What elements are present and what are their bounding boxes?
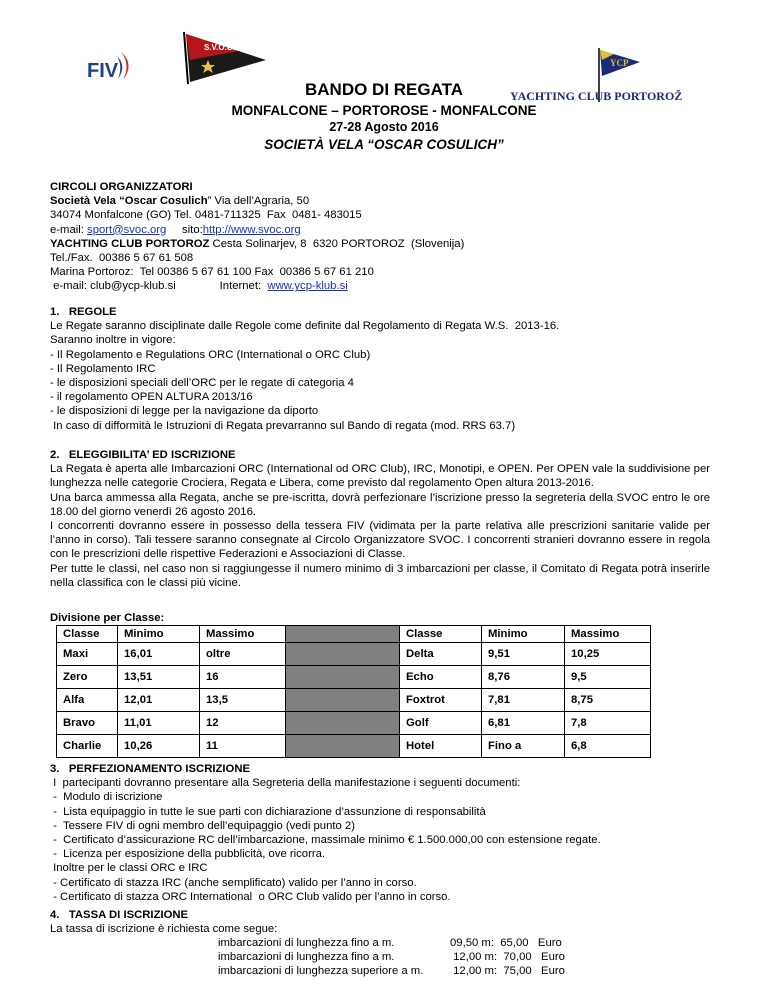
table-cell: 11 <box>200 735 286 758</box>
header-cell: Minimo <box>118 626 200 643</box>
table-cell: Fino a <box>482 735 565 758</box>
table-cell: 6,81 <box>482 712 565 735</box>
table-cell: 10,26 <box>118 735 200 758</box>
table-cell: 8,75 <box>565 689 651 712</box>
ycp-line <box>50 237 710 251</box>
table-cell: Delta <box>400 643 482 666</box>
svoc-email-link[interactable]: sport@svoc.org <box>87 223 167 236</box>
table-separator <box>286 689 400 712</box>
header-cell: Classe <box>57 626 118 643</box>
ycp-site-link[interactable]: www.ycp-klub.si <box>267 280 348 293</box>
table-cell: 16 <box>200 666 286 689</box>
section-2-heading: 2. ELEGGIBILITA’ ED ISCRIZIONE <box>50 449 236 461</box>
svoc-contacts <box>50 223 710 237</box>
table-separator <box>286 666 400 689</box>
section-4-heading: 4. TASSA DI ISCRIZIONE <box>50 909 189 921</box>
table-cell: 9,5 <box>565 666 651 689</box>
eligibility-para-4: Per tutte le classi, nel caso non si raggiungesse il numero minimo di 3 imbarcazioni per classe, il Comitato di Regata potrà inserirle nella classifica con le classi più vicine. <box>50 562 710 589</box>
table-cell: Golf <box>400 712 482 735</box>
ycp-name: YACHTING CLUB PORTOROZ <box>50 237 210 250</box>
eligibility-para-1: La Regata è aperta alle Imbarcazioni ORC (International od ORC Club), IRC, Monotipi, e OPEN. Per OPEN vale la suddivisione per lunghezza nelle categorie Crociera, Regata e Libera, come previsto dal regolamento Open altura 2013-2016. <box>50 463 710 490</box>
table-separator <box>286 712 400 735</box>
organizers-block <box>50 180 710 294</box>
table-separator <box>286 643 400 666</box>
registration-line: - Modulo di iscrizione <box>50 791 163 804</box>
fee-value: 12,00 m: 75,00 Euro <box>450 965 565 977</box>
section-3-heading: 3. PERFEZIONAMENTO ISCRIZIONE <box>50 763 251 775</box>
rules-line: Le Regate saranno disciplinate dalle Regole come definite dal Regolamento di Regata W.S. 2013-16. <box>50 320 560 333</box>
table-separator <box>286 626 400 643</box>
table-cell: 11,01 <box>118 712 200 735</box>
table-cell: 8,76 <box>482 666 565 689</box>
fee-value: 09,50 m: 65,00 Euro <box>450 937 562 949</box>
fee-label: imbarcazioni di lunghezza superiore a m. <box>218 965 424 977</box>
svoc-logo-year: dal 1933 <box>208 76 228 82</box>
registration-line: - Licenza per esposizione della pubblicità, ove ricorra. <box>50 848 326 861</box>
table-cell: Echo <box>400 666 482 689</box>
rules-line: - Il Regolamento e Regulations ORC (International o ORC Club) <box>50 348 371 361</box>
organizing-club: SOCIETÀ VELA “OSCAR COSULICH” <box>264 137 504 152</box>
registration-line: - Certificato di stazza IRC (anche semplificato) valido per l’anno in corso. <box>50 876 417 889</box>
organizers-heading: CIRCOLI ORGANIZZATORI <box>50 181 193 193</box>
table-cell: 7,81 <box>482 689 565 712</box>
ycp-phone: Tel./Fax. 00386 5 67 61 508 <box>50 252 194 265</box>
rules-line: In caso di difformità le Istruzioni di Regata prevarranno sul Bando di regata (mod. RRS 63.7) <box>50 419 516 432</box>
table-cell: 7,8 <box>565 712 651 735</box>
document-title: BANDO DI REGATA <box>304 80 464 99</box>
section-eligibility <box>50 448 710 590</box>
division-table <box>56 625 651 758</box>
rules-line: - Il Regolamento IRC <box>50 362 156 375</box>
table-row <box>57 735 651 758</box>
registration-line: - Certificato d’assicurazione RC dell’imbarcazione, massimale minimo € 1.500.000,00 con estensione regate. <box>50 834 601 847</box>
section-fees <box>50 908 710 936</box>
table-cell: 13,5 <box>200 689 286 712</box>
table-cell: Hotel <box>400 735 482 758</box>
svoc-email-label: e-mail: <box>50 223 88 236</box>
registration-line: Inoltre per le classi ORC e IRC <box>50 862 208 875</box>
table-cell: 12,01 <box>118 689 200 712</box>
table-cell: Maxi <box>57 643 118 666</box>
ycp-email: e-mail: club@ycp-klub.si Internet: <box>50 280 268 293</box>
svoc-address: ” Via dell’Agraria, 50 <box>207 195 310 208</box>
table-cell: 6,8 <box>565 735 651 758</box>
ycp-marina: Marina Portoroz: Tel 00386 5 67 61 100 Fax 00386 5 67 61 210 <box>50 266 374 279</box>
fee-value: 12,00 m: 70,00 Euro <box>450 951 565 963</box>
registration-line: - Lista equipaggio in tutte le sue parti con dichiarazione d’assunzione di responsabilità <box>50 805 486 818</box>
table-cell: Foxtrot <box>400 689 482 712</box>
table-row <box>57 712 651 735</box>
rules-line: - il regolamento OPEN ALTURA 2013/16 <box>50 391 253 404</box>
header-cell: Massimo <box>200 626 286 643</box>
table-header-row <box>57 626 651 643</box>
header-cell: Massimo <box>565 626 651 643</box>
table-row <box>57 643 651 666</box>
rules-line: - le disposizioni speciali dell’ORC per le regate di categoria 4 <box>50 377 354 390</box>
svoc-name: Società Vela “Oscar Cosulich <box>50 195 208 208</box>
section-rules <box>50 305 710 433</box>
table-cell: 16,01 <box>118 643 200 666</box>
eligibility-para-3: I concorrenti dovranno essere in possesso della tessera FIV (vidimata per la parte relativa alle prescrizioni sanitarie valide per l’anno in corso). Tali tessere saranno consegnate al Circolo Organizzatore SVOC. I concorrenti stranieri dovranno essere in regola con le prescrizioni delle rispettive Federazioni e Associazioni di Classe. <box>50 520 710 561</box>
fees-intro: La tassa di iscrizione è richiesta come segue: <box>50 923 278 936</box>
table-cell: 12 <box>200 712 286 735</box>
table-cell: 13,51 <box>118 666 200 689</box>
header-cell: Classe <box>400 626 482 643</box>
division-heading: Divisione per Classe: <box>50 612 165 624</box>
fee-label: imbarcazioni di lunghezza fino a m. <box>218 937 395 949</box>
table-separator <box>286 735 400 758</box>
table-cell: Zero <box>57 666 118 689</box>
ycp-badge-text: YCP <box>610 58 629 68</box>
table-row <box>57 666 651 689</box>
fiv-logo-text: FIV <box>87 60 119 82</box>
table-cell: 10,25 <box>565 643 651 666</box>
table-cell: Charlie <box>57 735 118 758</box>
ycp-logo-text: YACHTING CLUB PORTOROŽ <box>510 89 683 103</box>
svoc-site-label: sito: <box>166 223 203 236</box>
svoc-logo-text: S.V.O.C. <box>204 43 235 52</box>
table-row <box>57 689 651 712</box>
ycp-contacts <box>50 279 710 293</box>
table-cell: Bravo <box>57 712 118 735</box>
ycp-address: Cesta Solinarjev, 8 6320 PORTOROZ (Slovenija) <box>209 237 465 250</box>
table-cell: 9,51 <box>482 643 565 666</box>
svoc-line <box>50 194 710 208</box>
registration-line: - Tessere FIV di ogni membro dell’equipaggio (vedi punto 2) <box>50 819 355 832</box>
header-cell: Minimo <box>482 626 565 643</box>
registration-line: - Certificato di stazza ORC International o ORC Club valido per l’anno in corso. <box>50 890 451 903</box>
registration-line: I partecipanti dovranno presentare alla Segreteria della manifestazione i seguenti documenti: <box>50 777 521 790</box>
section-1-heading: 1. REGOLE <box>50 306 117 318</box>
svoc-site-link[interactable]: http://www.svoc.org <box>202 223 301 236</box>
eligibility-para-2: Una barca ammessa alla Regata, anche se pre-iscritta, dovrà perfezionare l’iscrizione presso la segreteria della SVOC entro le ore 18.00 del giorno venerdì 26 agosto 2016. <box>50 491 710 518</box>
fee-label: imbarcazioni di lunghezza fino a m. <box>218 951 395 963</box>
route: MONFALCONE – PORTOROSE - MONFALCONE <box>231 103 537 118</box>
section-registration <box>50 762 710 904</box>
table-cell: Alfa <box>57 689 118 712</box>
rules-line: Saranno inoltre in vigore: <box>50 334 176 347</box>
rules-line: - le disposizioni di legge per la navigazione da diporto <box>50 405 319 418</box>
svoc-phone: 34074 Monfalcone (GO) Tel. 0481-711325 Fax 0481- 483015 <box>50 209 362 222</box>
svoc-burgee-logo <box>178 30 268 85</box>
dates: 27-28 Agosto 2016 <box>329 120 439 134</box>
table-cell: oltre <box>200 643 286 666</box>
